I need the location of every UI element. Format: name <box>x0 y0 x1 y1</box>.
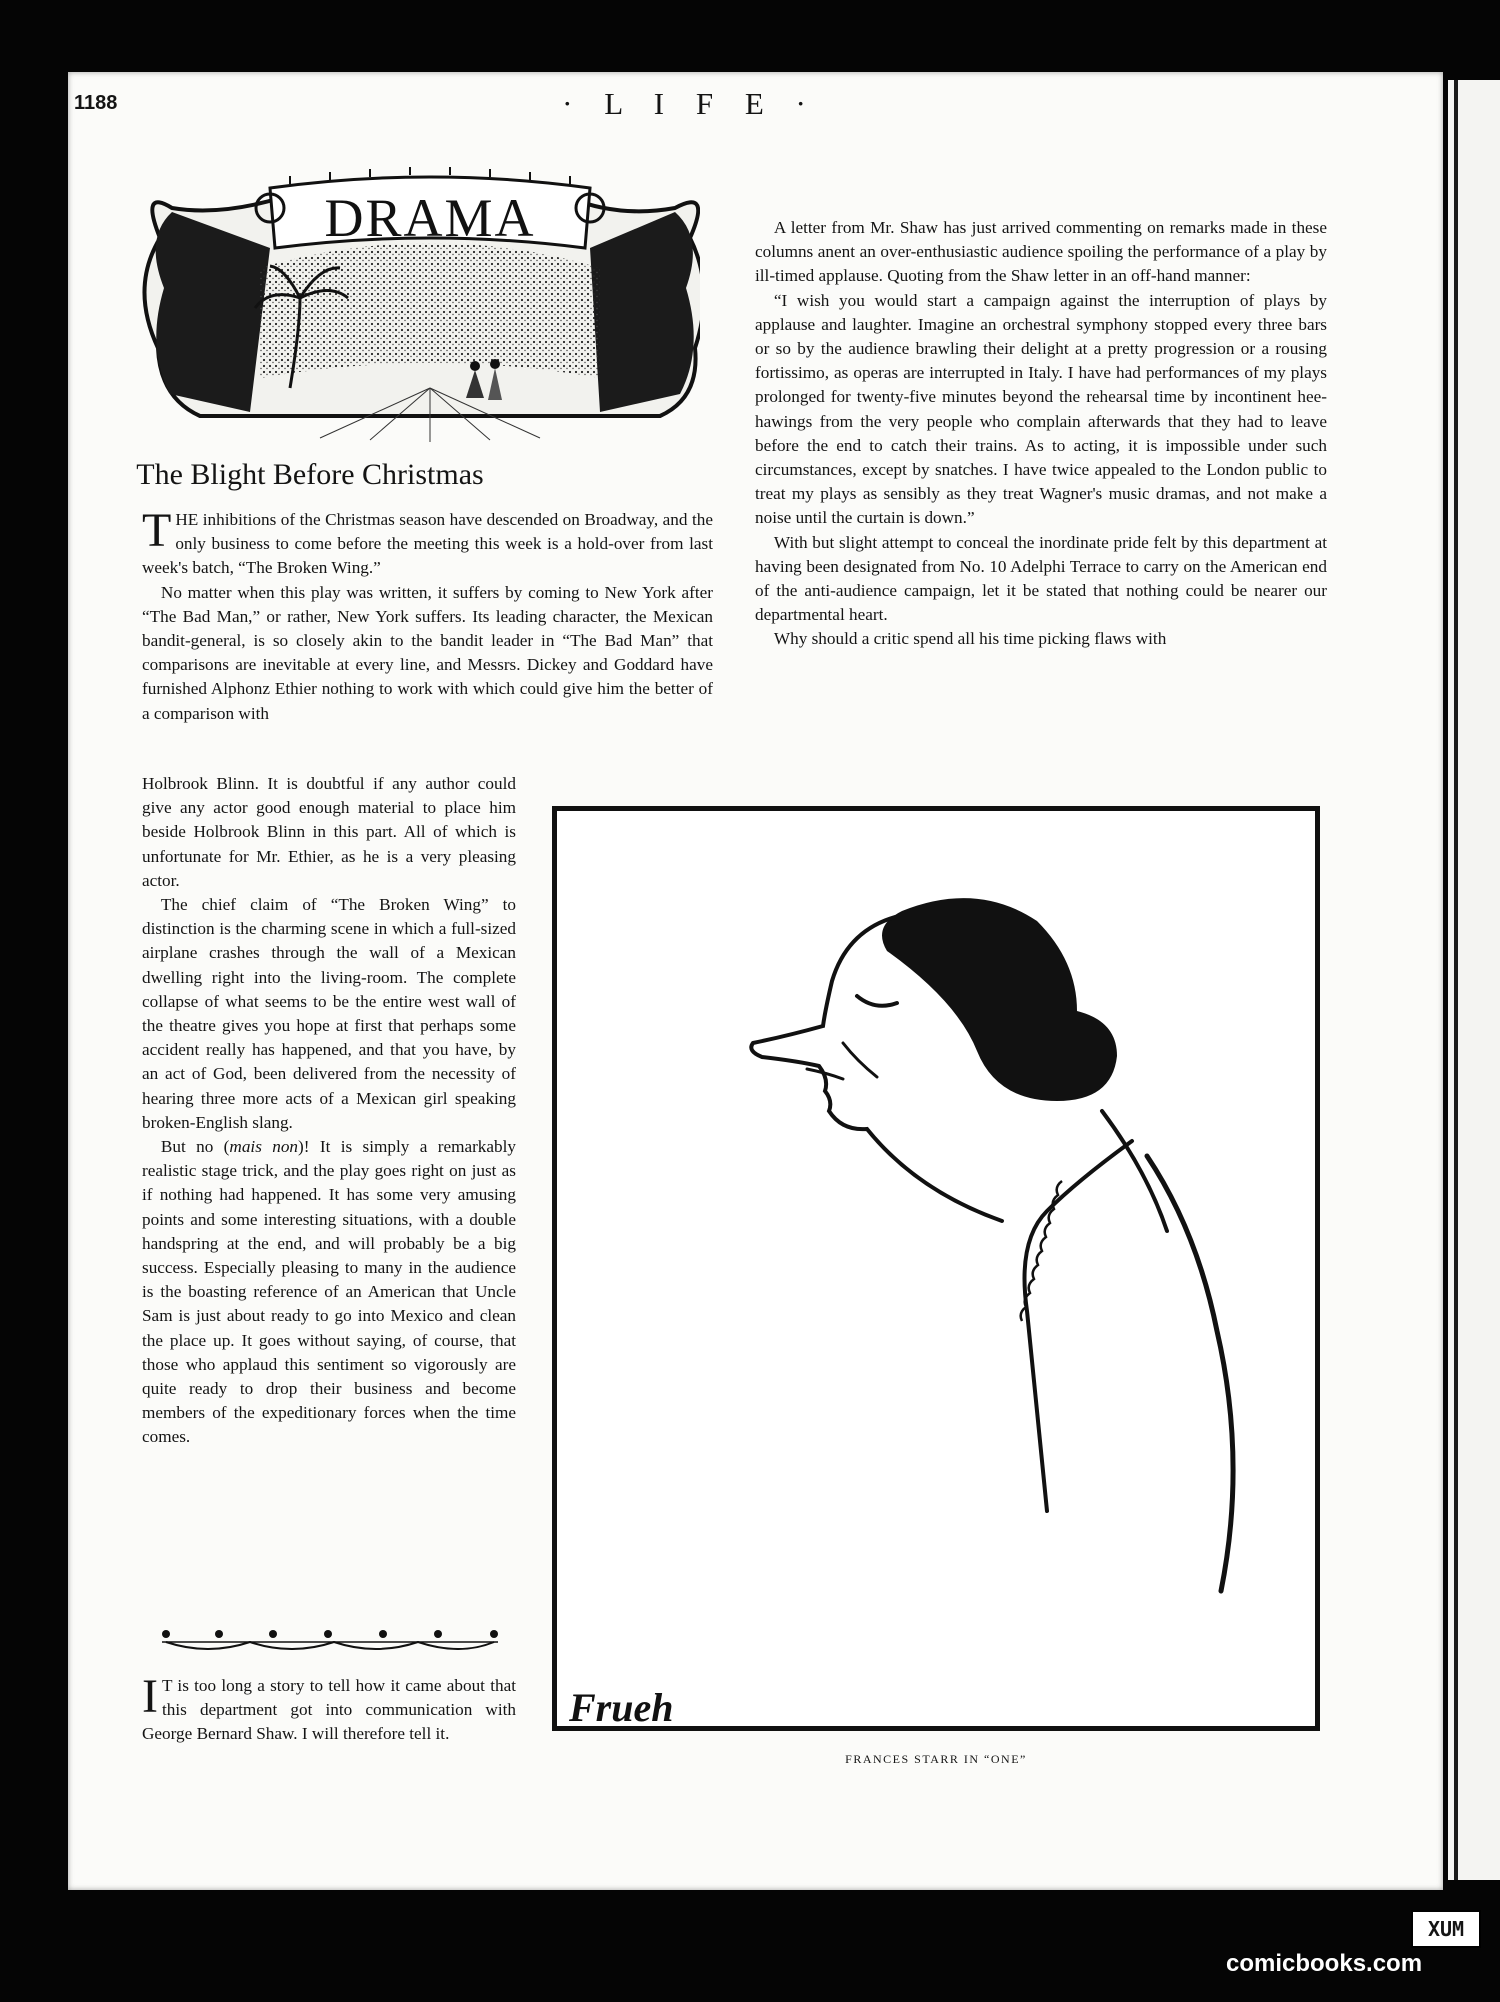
shaw-intro-paragraph: I T is too long a story to tell how it came about that this department got into communication with George Bernard Shaw. I will therefore tell it. <box>142 1670 516 1744</box>
drama-banner <box>100 148 700 448</box>
right-paragraph-2: “I wish you would start a campaign against the interruption of plays by applause and laughter. Imagine an orchestral symphony stopped every three bars or so by the audience brawling their delight at a pretty progression or a rousing fortissimo, as operas are interrupted in Italy. I have had performances of my plays prolonged for twenty-five minutes beyond the rehearsal time by incontinent hee-hawings from the very people who complain afterwards that they had to leave before the end to catch their trains. As to acting, it is impossible under such circumstances, except by snatches. I have twice appealed to the London public to treat my plays as sensibly as they treat Wagner's music dramas, and not make a noise until the curtain is down.” <box>755 290 1327 528</box>
dropcap-t: T <box>142 504 172 557</box>
right-paragraph-4: Why should a critic spend all his time picking flaws with <box>773 629 1167 649</box>
scanner-badge: XUM <box>1411 1910 1481 1948</box>
left-paragraph-5: But no (mais non)! It is simply a remarkably realistic stage trick, and the play goes right on just as if nothing had happened. It has some very amusing points and some interesting situations, with a double handspring at the end, and will probably be a big success. Especially pleasing to many in the audience is the boasting reference of an American that Uncle Sam is just about ready to go into Mexico and clean the place up. It goes without saying, of course, that those who applaud this sentiment so vigorously are quite ready to drop their business and become members of the expeditionary forces when the time comes. <box>142 1137 516 1447</box>
illustration-caption: FRANCES STARR IN “ONE” <box>845 1752 1027 1766</box>
page-number: 1188 <box>74 92 118 114</box>
left-paragraph-1: HE inhibitions of the Christmas season have descended on Broadway, and the only business to come before the meeting this week is a hold-over from last week's batch, “The Broken Wing.” <box>142 510 713 578</box>
adjacent-page-edge <box>1448 80 1500 1880</box>
right-paragraph-3: With but slight attempt to conceal the inordinate pride felt by this department at having been designated from No. 10 Adelphi Terrace to carry on the American end of the anti-audience campaign, let it be stated that nothing could be nearer our departmental heart. <box>755 532 1327 625</box>
artist-signature: Frueh <box>569 1685 674 1726</box>
site-watermark: comicbooks.com <box>1226 1950 1423 1977</box>
article-left-column-top <box>142 504 713 726</box>
left-paragraph-3: Holbrook Blinn. It is doubtful if any author could give any actor good enough material to place him beside Holbrook Blinn in this part. All of which is unfortunate for Mr. Ethier, as he is a very pleasing actor. <box>142 774 516 890</box>
masthead-title: · L I F E · <box>562 86 818 121</box>
article-right-column <box>755 216 1327 652</box>
article-left-column-narrow <box>142 772 516 1450</box>
section-divider-ornament <box>158 1622 502 1650</box>
left-paragraph-2: No matter when this play was written, it suffers by coming to New York after “The Bad Man,” or rather, New York suffers. Its leading character, the Mexican bandit-general, is so closely akin to the bandit leader in “The Bad Man” that comparisons are inevitable at every line, and Messrs. Dickey and Goddard have furnished Alphonz Ethier nothing to work with which could give him the better of a comparison with <box>142 582 713 723</box>
caricature-illustration <box>552 806 1320 1731</box>
article-headline: The Blight Before Christmas <box>136 458 484 491</box>
right-paragraph-1: A letter from Mr. Shaw has just arrived commenting on remarks made in these columns anent an over-enthusiastic audience spoiling the performance of a play by ill-timed applause. Quoting from the Shaw letter in an off-hand manner: <box>755 218 1327 286</box>
left-paragraph-4: The chief claim of “The Broken Wing” to distinction is the charming scene in which a full-sized airplane crashes through the wall of a Mexican dwelling right into the living-room. The complete collapse of what seems to be the entire west wall of the theatre gives you hope at first that perhaps some accident really has happened, and that you have, by an act of God, been delivered from the necessity of hearing three more acts of a Mexican girl speaking broken-English slang. <box>142 895 516 1132</box>
drama-banner-title: DRAMA <box>324 188 536 248</box>
dropcap-i: I <box>142 1670 158 1723</box>
